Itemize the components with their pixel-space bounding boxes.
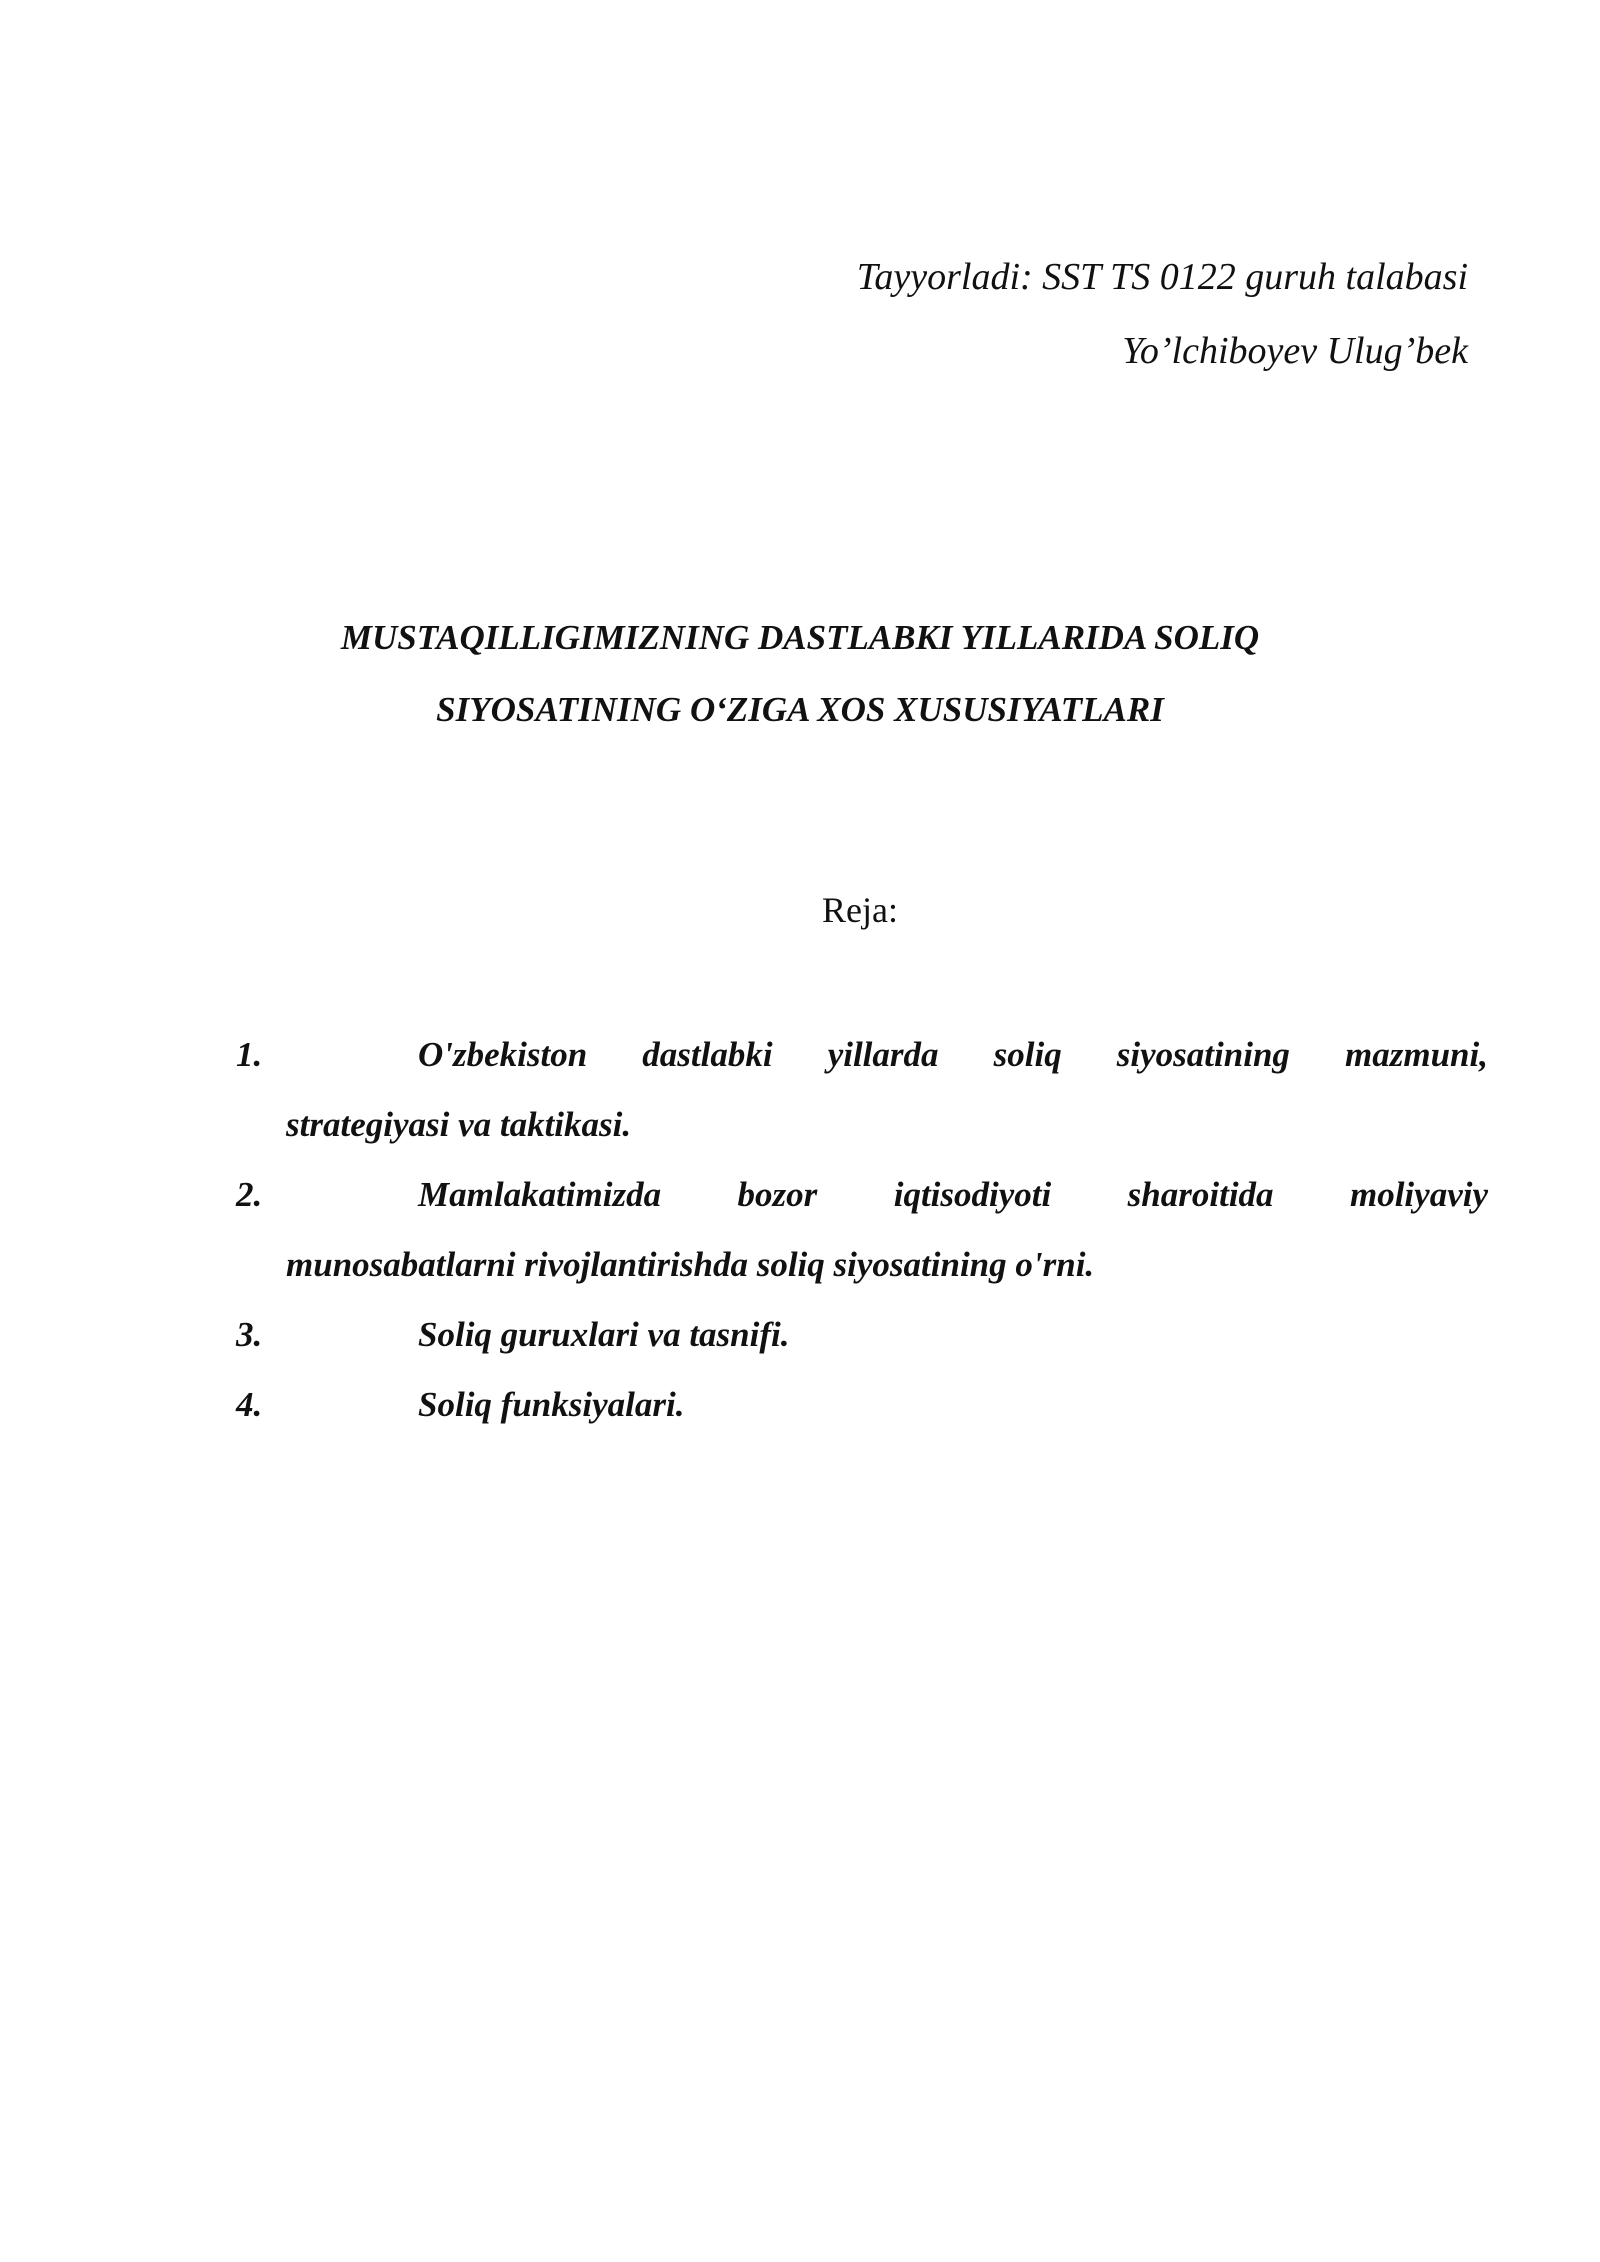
plan-item-text: Soliq guruxlari va tasnifi. <box>418 1315 790 1354</box>
plan-item-text-continuation: strategiyasi va taktikasi. <box>286 1105 632 1144</box>
plan-item-2 <box>236 1160 1488 1300</box>
plan-item-text: Mamlakatimizda bozor iqtisodiyoti sharoitida moliyaviy <box>418 1175 1488 1214</box>
plan-item-text: O'zbekiston dastlabki yillarda soliq siyosatining mazmuni, <box>418 1035 1488 1074</box>
plan-heading: Reja: <box>822 890 898 930</box>
plan-item-4 <box>236 1370 1488 1440</box>
plan-item-3 <box>236 1300 1488 1370</box>
plan-item-text: Soliq funksiyalari. <box>418 1385 685 1424</box>
document-title-line-2: SIYOSATINING O‘ZIGA XOS XUSUSIYATLARI <box>436 690 1164 729</box>
plan-list <box>236 1020 1488 1440</box>
author-name: Yo’lchiboyev Ulug’bek <box>1122 330 1468 372</box>
plan-item-1 <box>236 1020 1488 1160</box>
author-block <box>857 240 1468 388</box>
plan-item-number: 1. <box>236 1035 263 1074</box>
document-title-line-1: MUSTAQILLIGIMIZNING DASTLABKI YILLARIDA SOLIQ <box>340 618 1260 657</box>
author-prepared-by: Tayyorladi: SST TS 0122 guruh talabasi <box>856 256 1468 298</box>
plan-item-number: 4. <box>236 1385 263 1424</box>
plan-item-text-continuation: munosabatlarni rivojlantirishda soliq siyosatining o'rni. <box>286 1245 1095 1284</box>
plan-item-number: 2. <box>236 1175 263 1214</box>
document-title <box>230 602 1370 746</box>
plan-item-number: 3. <box>236 1315 263 1354</box>
